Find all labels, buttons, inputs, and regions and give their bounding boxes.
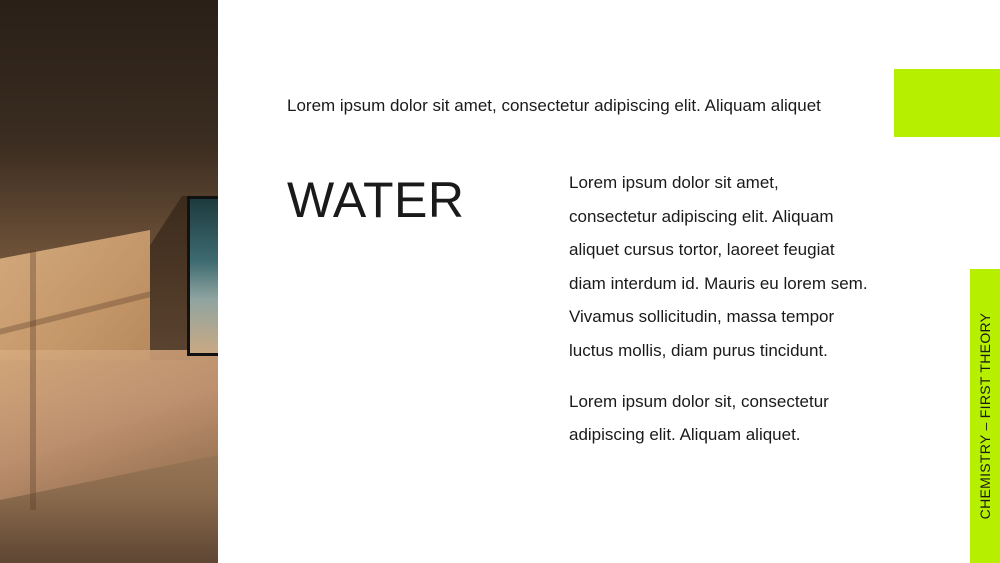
- body-paragraph: Lorem ipsum dolor sit amet, consectetur adipiscing elit. Aliquam aliquet cursus tortor, laoreet feugiat diam interdum id. Mauris eu lorem sem. Vivamus sollicitudin, massa tempor luctus mollis, diam purus tincidunt.: [569, 173, 868, 360]
- photo-panel: [0, 0, 218, 563]
- intro-text: Lorem ipsum dolor sit amet, consectetur adipiscing elit. Aliquam aliquet: [287, 96, 821, 115]
- frame-shadow: [150, 196, 190, 360]
- picture-frame: [187, 196, 218, 356]
- sunlight-patch: [0, 230, 150, 360]
- accent-block: [894, 69, 1000, 137]
- body-text: [569, 166, 869, 469]
- window-shadow-mullion: [30, 250, 36, 510]
- side-tab-label: CHEMISTRY – FIRST THEORY: [977, 312, 993, 520]
- side-tab: [970, 269, 1000, 563]
- slide-title: WATER: [287, 172, 465, 228]
- body-paragraph: Lorem ipsum dolor sit, consectetur adipiscing elit. Aliquam aliquet.: [569, 391, 829, 445]
